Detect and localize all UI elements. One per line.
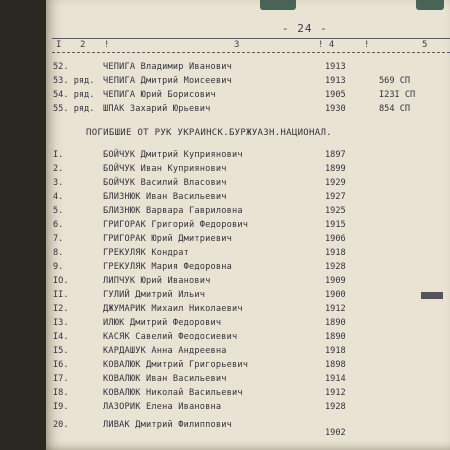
row-number: 54. ряд.: [53, 90, 95, 100]
birth-year: 1913: [325, 62, 346, 72]
table-row: [46, 374, 450, 388]
birth-year: 1900: [325, 290, 346, 300]
archive-stamp: [260, 0, 296, 10]
row-number: I2.: [53, 304, 69, 314]
person-name: ГРИГОРАК Юрий Дмитриевич: [103, 234, 232, 244]
row-number: 3.: [53, 178, 64, 188]
row-number: I7.: [53, 374, 69, 384]
birth-year: 1918: [325, 248, 346, 258]
birth-year: 1905: [325, 90, 346, 100]
row-number: 52.: [53, 62, 69, 72]
person-name: БОЙЧУК Василий Власович: [103, 178, 227, 188]
person-name: ЧЕПИГА Дмитрий Моисеевич: [103, 76, 232, 86]
birth-year: 1899: [325, 164, 346, 174]
table-row: [46, 402, 450, 416]
burial-ref: I23I СП: [379, 90, 416, 100]
table-row: [46, 192, 450, 206]
person-name: ЛАЗОРИК Елена Ивановна: [103, 402, 222, 412]
document-page: [46, 0, 450, 450]
person-name: БЛИЗНЮК Иван Васильевич: [103, 192, 227, 202]
table-row: [46, 220, 450, 234]
person-name: ЛИПЧУК Юрий Иванович: [103, 276, 211, 286]
birth-year: 1925: [325, 206, 346, 216]
row-number: 7.: [53, 234, 64, 244]
birth-year: 1897: [325, 150, 346, 160]
table-row: [46, 150, 450, 164]
person-name: ЧЕПИГА Юрий Борисович: [103, 90, 216, 100]
row-number: 8.: [53, 248, 64, 258]
birth-year: 1915: [325, 220, 346, 230]
table-row: [46, 360, 450, 374]
column-header: [46, 40, 450, 52]
table-row: [46, 262, 450, 276]
person-name: БОЙЧУК Иван Куприянович: [103, 164, 227, 174]
birth-year: 1912: [325, 304, 346, 314]
birth-year: 1929: [325, 178, 346, 188]
row-number: I4.: [53, 332, 69, 342]
page-number: - 24 -: [282, 22, 328, 35]
row-number: I8.: [53, 388, 69, 398]
person-name: ЧЕПИГА Владимир Иванович: [103, 62, 232, 72]
redaction-mark: [421, 292, 443, 299]
person-name: ИЛЮК Дмитрий Федорович: [103, 318, 222, 328]
row-number: I9.: [53, 402, 69, 412]
person-name: БЛИЗНЮК Варвара Гавриловна: [103, 206, 243, 216]
birth-year: 1890: [325, 332, 346, 342]
table-row: [46, 388, 450, 402]
column-number: 3: [234, 40, 240, 50]
column-number: I: [56, 40, 62, 50]
table-row: [46, 290, 450, 304]
row-number: II.: [53, 290, 69, 300]
birth-year: 1890: [325, 318, 346, 328]
person-name: ШПАК Захарий Юрьевич: [103, 104, 211, 114]
birth-year: 1902: [325, 428, 346, 438]
row-number: IO.: [53, 276, 69, 286]
table-row: [46, 104, 450, 118]
birth-year: 1906: [325, 234, 346, 244]
birth-year: 1898: [325, 360, 346, 370]
person-name: КАСЯК Савелий Феодосиевич: [103, 332, 238, 342]
table-row: [46, 234, 450, 248]
table-row: [46, 178, 450, 192]
archive-stamp: [416, 0, 444, 10]
burial-ref: 854 СП: [379, 104, 411, 114]
row-number: 2.: [53, 164, 64, 174]
table-row: [46, 318, 450, 332]
row-number: 4.: [53, 192, 64, 202]
column-separator: !: [104, 40, 110, 50]
person-name: КОВАЛЮК Дмитрий Григорьевич: [103, 360, 249, 370]
row-number: 55. ряд.: [53, 104, 95, 114]
column-number: 2: [80, 40, 86, 50]
table-row: [46, 90, 450, 104]
birth-year: 1912: [325, 388, 346, 398]
person-name: КОВАЛЮК Николай Васильевич: [103, 388, 243, 398]
table-row: [46, 248, 450, 262]
birth-year: 1918: [325, 346, 346, 356]
person-name: ЛИВАК Дмитрий Филиппович: [103, 420, 232, 430]
section-heading: ПОГИБШИЕ ОТ РУК УКРАИНСК.БУРЖУАЗН.НАЦИОНАЛ.: [86, 128, 332, 138]
table-row: [46, 346, 450, 360]
column-separator: !: [364, 40, 370, 50]
table-row: [46, 62, 450, 76]
birth-year: 1928: [325, 262, 346, 272]
row-number: 6.: [53, 220, 64, 230]
person-name: КОВАЛЮК Иван Васильевич: [103, 374, 227, 384]
birth-year: 1927: [325, 192, 346, 202]
person-name: ГРЕКУЛЯК Кондрат: [103, 248, 189, 258]
person-name: ГУЛИЙ Дмитрий Ильич: [103, 290, 206, 300]
person-name: ГРЕКУЛЯК Мария Федоровна: [103, 262, 232, 272]
table-row: [46, 304, 450, 318]
column-number: ! 4: [318, 40, 335, 50]
row-number: I.: [53, 150, 64, 160]
birth-year: 1930: [325, 104, 346, 114]
header-rule: [52, 38, 450, 39]
burial-ref: 569 СП: [379, 76, 411, 86]
table-row: [46, 420, 450, 438]
row-number: 9.: [53, 262, 64, 272]
row-number: I6.: [53, 360, 69, 370]
row-number: I5.: [53, 346, 69, 356]
birth-year: 1914: [325, 374, 346, 384]
row-number: 53. ряд.: [53, 76, 95, 86]
person-name: КАРДАШУК Анна Андреевна: [103, 346, 227, 356]
person-name: БОЙЧУК Дмитрий Куприянович: [103, 150, 243, 160]
header-rule: [52, 52, 450, 53]
column-number: 5: [422, 40, 428, 50]
row-number: I3.: [53, 318, 69, 328]
birth-year: 1928: [325, 402, 346, 412]
row-number: 20.: [53, 420, 69, 430]
table-row: [46, 276, 450, 290]
table-row: [46, 206, 450, 220]
table-row: [46, 76, 450, 90]
birth-year: 1913: [325, 76, 346, 86]
person-name: ГРИГОРАК Григорий Федорович: [103, 220, 249, 230]
row-number: 5.: [53, 206, 64, 216]
table-row: [46, 164, 450, 178]
birth-year: 1909: [325, 276, 346, 286]
table-row: [46, 332, 450, 346]
person-name: ДЖУМАРИК Михаил Николаевич: [103, 304, 243, 314]
